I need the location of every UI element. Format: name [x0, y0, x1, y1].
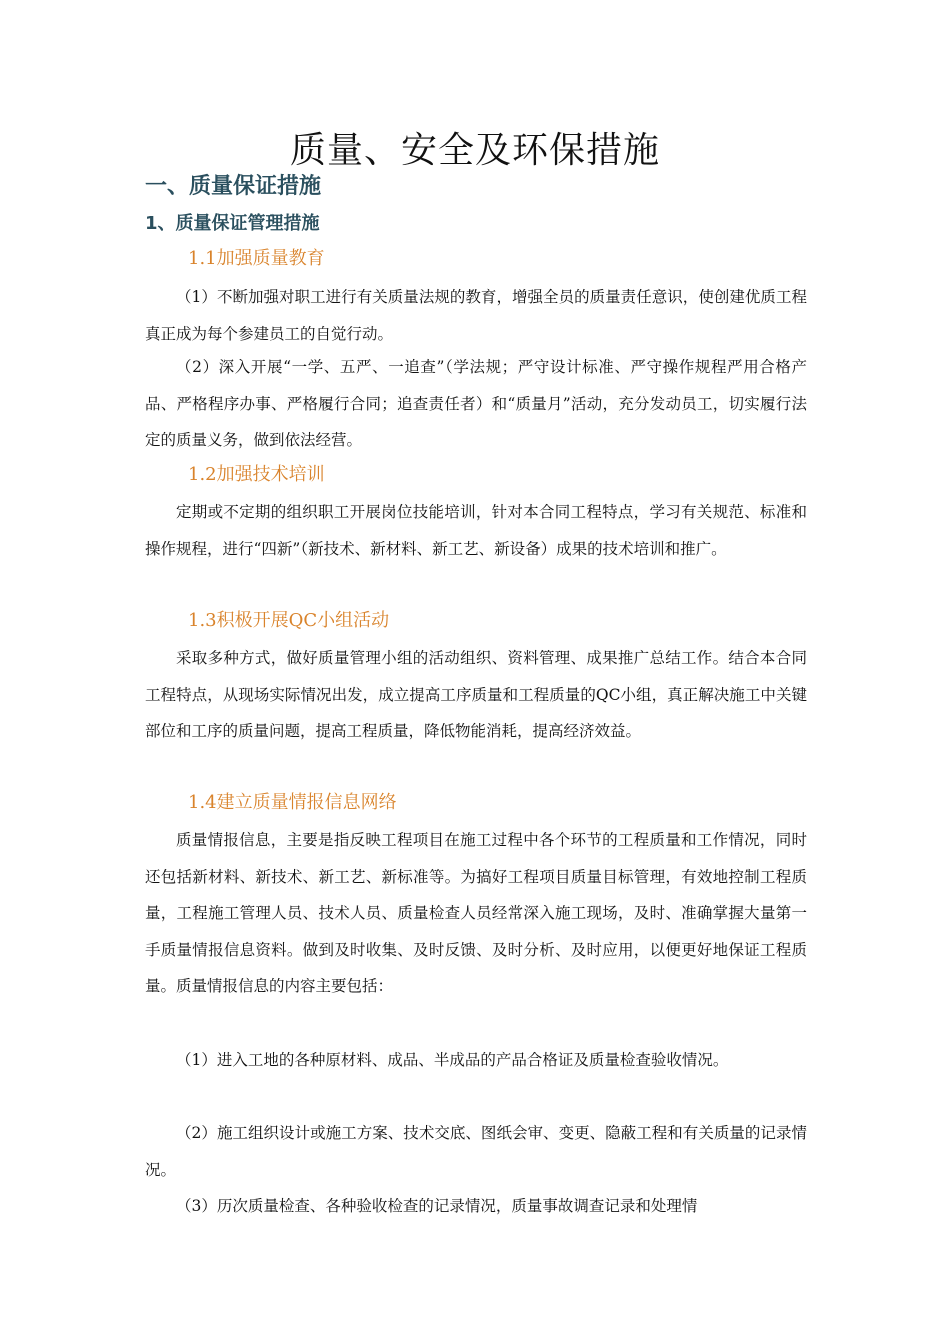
paragraph-1-1-a: （1）不断加强对职工进行有关质量法规的教育，增强全员的质量责任意识，使创建优质工程真正成为每个参建员工的自觉行动。	[145, 288, 807, 343]
heading-1-1: 1.1加强质量教育	[188, 248, 325, 269]
paragraph-1-4-b: （1）进入工地的各种原材料、成品、半成品的产品合格证及质量检查验收情况。	[176, 1051, 729, 1069]
paragraph-1-4-c: （2）施工组织设计或施工方案、技术交底、图纸会审、变更、隐蔽工程和有关质量的记录情况。	[145, 1124, 807, 1179]
section-heading: 一、质量保证措施	[145, 174, 322, 199]
heading-1-2: 1.2加强技术培训	[188, 464, 325, 485]
paragraph-1-4-d: （3）历次质量检查、各种验收检查的记录情况，质量事故调查记录和处理情	[176, 1197, 698, 1215]
paragraph-1-2: 定期或不定期的组织职工开展岗位技能培训，针对本合同工程特点，学习有关规范、标准和操作规程，进行“四新”（新技术、新材料、新工艺、新设备）成果的技术培训和推广。	[145, 503, 807, 558]
subsection-heading: 1、质量保证管理措施	[145, 213, 320, 234]
paragraph-1-1-b: （2）深入开展“一学、五严、一追查”（学法规；严守设计标准、严守操作规程严用合格产品、严格程序办事、严格履行合同；追查责任者）和“质量月”活动，充分发动员工，切实履行法定的质量义务，做到依法经营。	[145, 358, 807, 450]
document-title: 质量、安全及环保措施	[289, 130, 660, 171]
paragraph-1-3: 采取多种方式，做好质量管理小组的活动组织、资料管理、成果推广总结工作。结合本合同工程特点，从现场实际情况出发，成立提高工序质量和工程质量的QC小组，真正解决施工中关键部位和工序的质量问题，提高工程质量，降低物能消耗，提高经济效益。	[145, 649, 807, 741]
heading-1-4: 1.4建立质量情报信息网络	[188, 792, 397, 813]
heading-1-3: 1.3积极开展QC小组活动	[188, 610, 390, 631]
paragraph-1-4-a: 质量情报信息，主要是指反映工程项目在施工过程中各个环节的工程质量和工作情况，同时还包括新材料、新技术、新工艺、新标准等。为搞好工程项目质量目标管理，有效地控制工程质量，工程施工管理人员、技术人员、质量检查人员经常深入施工现场，及时、准确掌握大量第一手质量情报信息资料。做到及时收集、及时反馈、及时分析、及时应用，以便更好地保证工程质量。质量情报信息的内容主要包括：	[145, 831, 807, 996]
